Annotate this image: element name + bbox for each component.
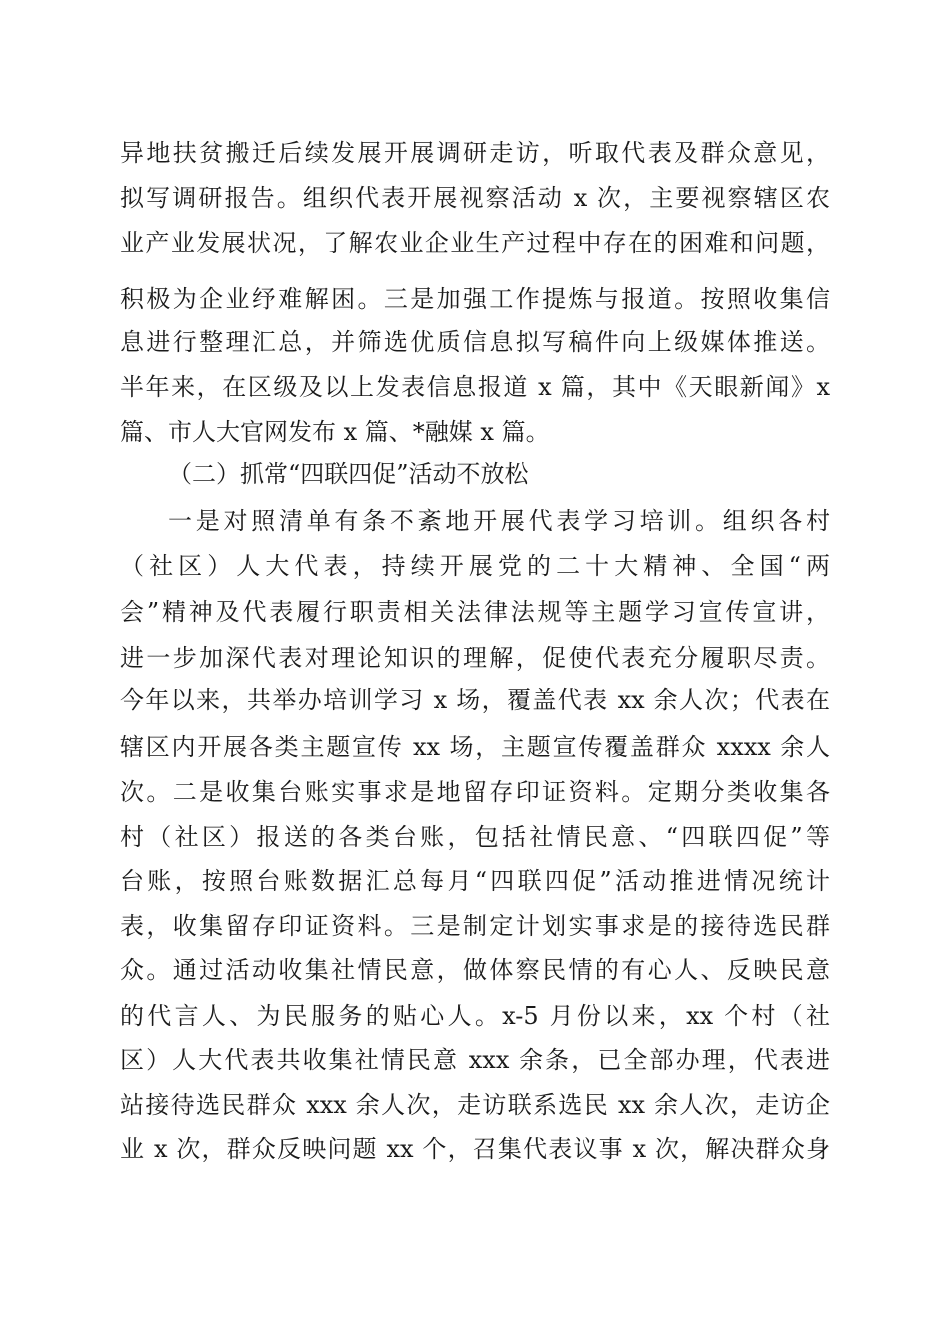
paragraph-2-line-9: 台账，按照台账数据汇总每月“四联四促”活动推进情况统计 [120, 867, 830, 895]
paragraph-2-line-14: 站接待选民群众 xxx 余人次，走访联系选民 xx 余人次，走访企 [120, 1091, 830, 1119]
paragraph-1-line-2: 拟写调研报告。组织代表开展视察活动 x 次，主要视察辖区农 [120, 184, 830, 212]
paragraph-2-line-15: 业 x 次，群众反映问题 xx 个，召集代表议事 x 次，解决群众身 [120, 1135, 830, 1163]
paragraph-1-line-5: 息进行整理汇总，并筛选优质信息拟写稿件向上级媒体推送。 [120, 328, 830, 356]
paragraph-2-line-5: 今年以来，共举办培训学习 x 场，覆盖代表 xx 余人次；代表在 [120, 686, 830, 714]
paragraph-2-line-1: 一是对照清单有条不紊地开展代表学习培训。组织各村 [168, 507, 830, 535]
paragraph-2-line-12: 的代言人、为民服务的贴心人。x-5 月份以来，xx 个村（社 [120, 1002, 830, 1030]
paragraph-2-line-2: （社区）人大代表，持续开展党的二十大精神、全国“两 [120, 552, 830, 580]
paragraph-2-line-8: 村（社区）报送的各类台账，包括社情民意、“四联四促”等 [120, 823, 830, 851]
paragraph-2-line-7: 次。二是收集台账实事求是地留存印证资料。定期分类收集各 [120, 778, 830, 806]
paragraph-2-line-3: 会”精神及代表履行职责相关法律法规等主题学习宣传宣讲， [120, 598, 830, 626]
paragraph-1-line-4: 积极为企业纾难解困。三是加强工作提炼与报道。按照收集信 [120, 285, 830, 313]
paragraph-2-line-4: 进一步加深代表对理论知识的理解，促使代表充分履职尽责。 [120, 644, 830, 672]
section-heading: （二）抓常“四联四促”活动不放松 [168, 460, 529, 488]
paragraph-1-line-1: 异地扶贫搬迁后续发展开展调研走访，听取代表及群众意见， [120, 139, 830, 167]
paragraph-1-line-7: 篇、市人大官网发布 x 篇、*融媒 x 篇。 [120, 418, 550, 446]
paragraph-2-line-10: 表，收集留存印证资料。三是制定计划实事求是的接待选民群 [120, 912, 830, 940]
paragraph-1-line-6: 半年来，在区级及以上发表信息报道 x 篇，其中《天眼新闻》x [120, 373, 830, 401]
paragraph-1-line-3: 业产业发展状况，了解农业企业生产过程中存在的困难和问题， [120, 229, 830, 257]
paragraph-2-line-6: 辖区内开展各类主题宣传 xx 场，主题宣传覆盖群众 xxxx 余人 [120, 733, 830, 761]
paragraph-2-line-11: 众。通过活动收集社情民意，做体察民情的有心人、反映民意 [120, 956, 830, 984]
paragraph-2-line-13: 区）人大代表共收集社情民意 xxx 余条，已全部办理，代表进 [120, 1046, 830, 1074]
